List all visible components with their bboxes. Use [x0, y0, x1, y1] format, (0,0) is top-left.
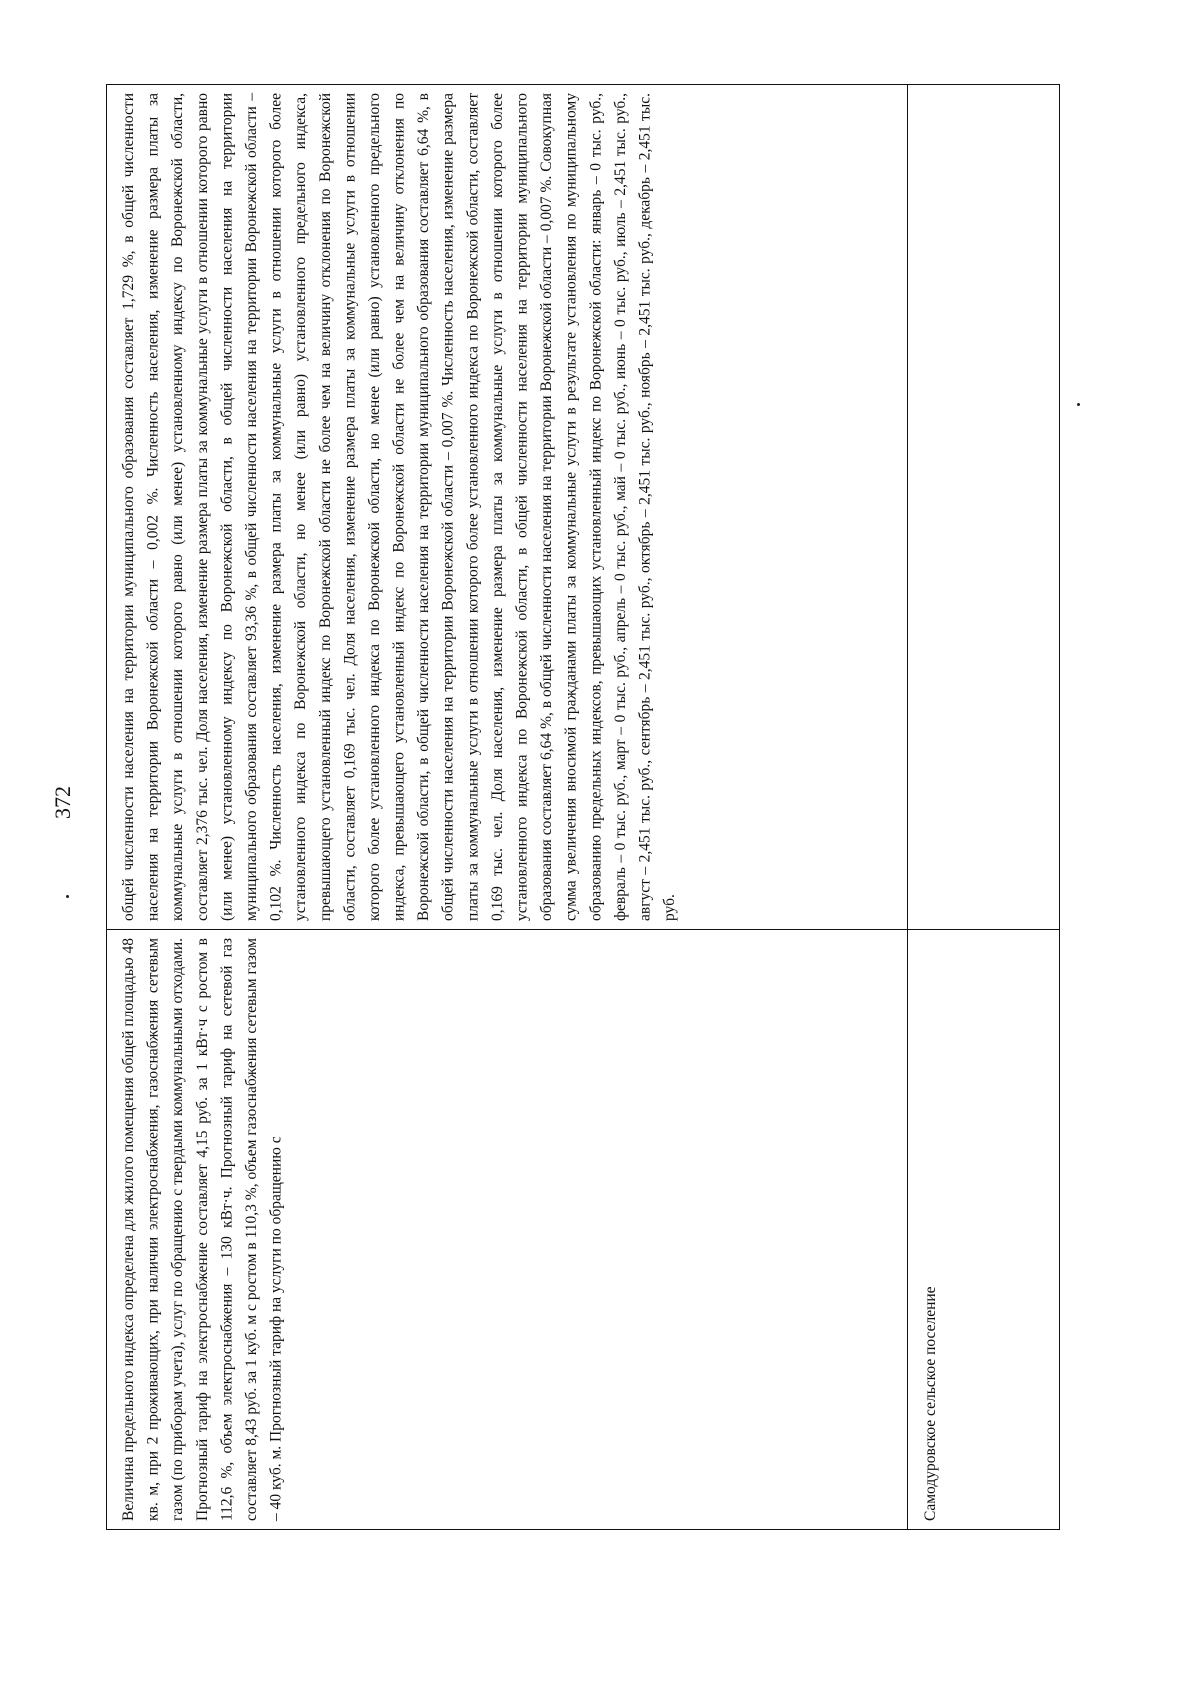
table-row — [107, 85, 1059, 929]
scan-speck — [1077, 403, 1080, 406]
table-row — [107, 929, 1059, 1529]
page-number: 372 — [50, 786, 75, 820]
tariff-table — [106, 84, 1060, 1530]
scan-speck — [66, 895, 69, 898]
description-cell: общей численности населения на территории муниципального образования составляет 1,729 %, в общей численности населения на территории Воронежской области – 0,002 %. Численность населения, изменение размера платы за коммунальные услуги в отношении которого равно (или менее) установленному индексу по Воронежской области, составляет 2,376 тыс. чел. Доля населения, изменение размера платы за коммунальные услуги в отношении которого равно (или менее) установленному индексу по Воронежской области, в общей численности населения на территории муниципального образования составляет 93,36 %, в общей численности населения на территории Воронежской области – 0,102 %. Численность населения, изменение размера платы за коммунальные услуги в отношении которого более установленного индекса по Воронежской области, но менее (или равно) установленного предельного индекса, превышающего установленный индекс по Воронежской области не более чем на величину отклонения по Воронежской области, составляет 0,169 тыс. чел. Доля населения, изменение размера платы за коммунальные услуги в отношении которого более установленного индекса по Воронежской области, но менее (или равно) установленного предельного индекса, превышающего установленный индекс по Воронежской области не более чем на величину отклонения по Воронежской области, в общей численности населения на территории муниципального образования составляет 6,64 %, в общей численности населения на территории Воронежской области – 0,007 %. Численность населения, изменение размера платы за коммунальные услуги в отношении которого более установленного индекса по Воронежской области, составляет 0,169 тыс. чел. Доля населения, изменение размера платы за коммунальные услуги в отношении которого более установленного индекса по Воронежской области, в общей численности населения на территории муниципального образования составляет 6,64 %, в общей численности населения на территории Воронежской области – 0,007 %. Совокупная сумма увеличения вносимой гражданами платы за коммунальные услуги в результате установления по муниципальному образованию предельных индексов, превышающих установленный индекс по Воронежской области: январь – 0 тыс. руб., февраль – 0 тыс. руб., март – 0 тыс. руб., апрель – 0 тыс. руб., май – 0 тыс. руб., июнь – 0 тыс. руб., июль – 2,451 тыс. руб., август – 2,451 тыс. руб., сентябрь – 2,451 тыс. руб., октябрь – 2,451 тыс. руб., ноябрь – 2,451 тыс. руб., декабрь – 2,451 тыс. руб. — [120, 93, 679, 921]
settlement-name-cell — [909, 85, 1059, 929]
settlement-name-cell: Самодуровское сельское поселение — [922, 1286, 939, 1521]
description-cell: Величина предельного индекса определена для жилого помещения общей площадью 48 кв. м, при 2 проживающих, при наличии электроснабжения, газоснабжения сетевым газом (по приборам учета), услуг по обращению с твердыми коммунальными отходами. Прогнозный тариф на электроснабжение составляет 4,15 руб. за 1 кВт·ч с ростом в 112,6 %, объем электроснабжения – 130 кВт·ч. Прогнозный тариф на сетевой газ составляет 8,43 руб. за 1 куб. м с ростом в 110,3 %, объем газоснабжения сетевым газом – 40 куб. м. Прогнозный тариф на услуги по обращению с — [120, 938, 285, 1521]
